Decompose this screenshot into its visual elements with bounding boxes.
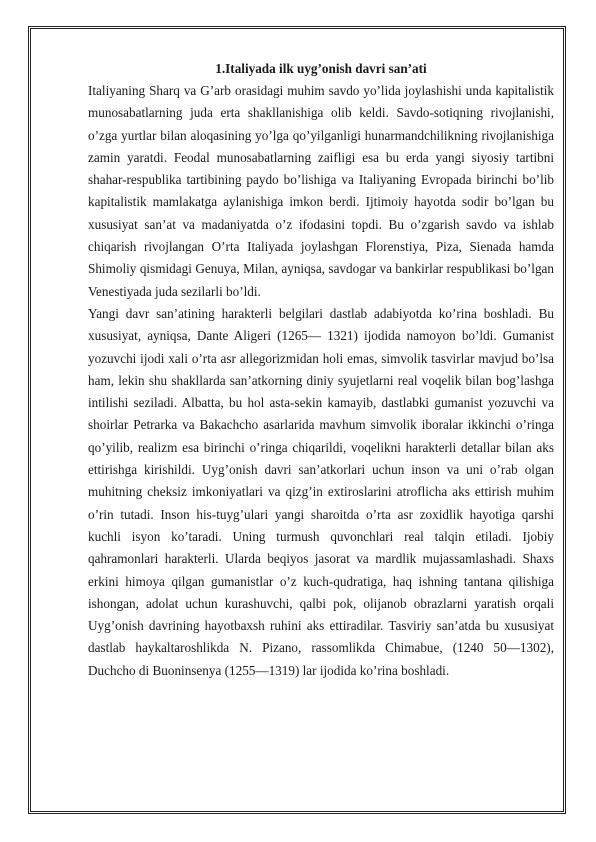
paragraph-1: Italiyaning Sharq va G’arb orasidagi muhim savdo yo’lida joylashishi unda kapitalistik munosabatlarning juda erta shakllanishiga olib keldi. Savdo-sotiqning rivojlanishi, o’zga yurtlar bilan aloqasining yo’lga qo’yilganligi hunarmandchilikning rivojlanishiga zamin yaratdi. Feodal munosabatlarning zaifligi esa bu erda yangi siyosiy tartibni shahar-respublika tartibining paydo bo’lishiga va Italiyaning Evropada birinchi bo’lib kapitalistik mamlakatga aylanishiga imkon berdi. Ijtimoiy hayotda sodir bo’lgan bu xususiyat san’at va madaniyatda o’z ifodasini topdi. Bu o’zgarish savdo va ishlab chiqarish rivojlangan O’rta Italiyada joylashgan Florenstiya, Piza, Sienada hamda Shimoliy qismidagi Genuya, Milan, ayniqsa, savdogar va bankirlar respublikasi bo’lgan Venestiyada juda sezilarli bo’ldi. bbox=[88, 83, 554, 299]
paragraph-2: Yangi davr san’atining harakterli belgilari dastlab adabiyotda ko’rina boshladi. Bu xususiyat, ayniqsa, Dante Aligeri (1265— 1321) ijodida namoyon bo’ldi. Gumanist yozuvchi ijodi xali o’rta asr allegorizmidan holi emas, simvolik tasvirlar mavjud bo’lsa ham, lekin shu shakllarda san’atkorning diniy syujetlarni real voqelik bilan bog’lashga intilishi seziladi. Albatta, bu hol asta-sekin kamayib, dastlabki gumanist yozuvchi va shoirlar Petrarka va Bakachcho asarlarida mavhum simvolik iboralar ikkinchi o’ringa qo’yilib, realizm esa birinchi o’ringa chiqarildi, voqelikni harakterli detallar bilan aks ettirishga kirishildi. Uyg’onish davri san’atkorlari uchun inson va uni o’rab olgan muhitning cheksiz imkoniyatlari va qizg’in extiroslarini atroflicha aks ettirish muhim o’rin tutadi. Inson his-tuyg’ulari yangi sharoitda o’rta asr zoxidlik hayotiga qarshi kuchli isyon ko’taradi. Uning turmush quvonchlari real talqin etiladi. Ijobiy qahramonlari harakterli. Ularda beqiyos jasorat va mardlik mujassamlashadi. Shaxs erkini himoya qilgan gumanistlar o’z kuch-qudratiga, haq ishning tantana qilishiga ishongan, adolat uchun kurashuvchi, qalbi pok, olijanob obrazlarni yaratish orqali Uyg’onish davrining hayotbaxsh ruhini aks ettiradilar. Tasviriy san’atda bu xususiyat dastlab haykaltaroshlikda N. Pizano, rassomlikda Chimabue, (1240 50—1302), Duchcho di Buoninsenya (1255—1319) lar ijodida ko’rina boshladi. bbox=[88, 305, 554, 678]
section-title: 1.Italiyada ilk uyg’onish davri san’ati bbox=[215, 61, 427, 76]
page-content bbox=[88, 58, 554, 682]
